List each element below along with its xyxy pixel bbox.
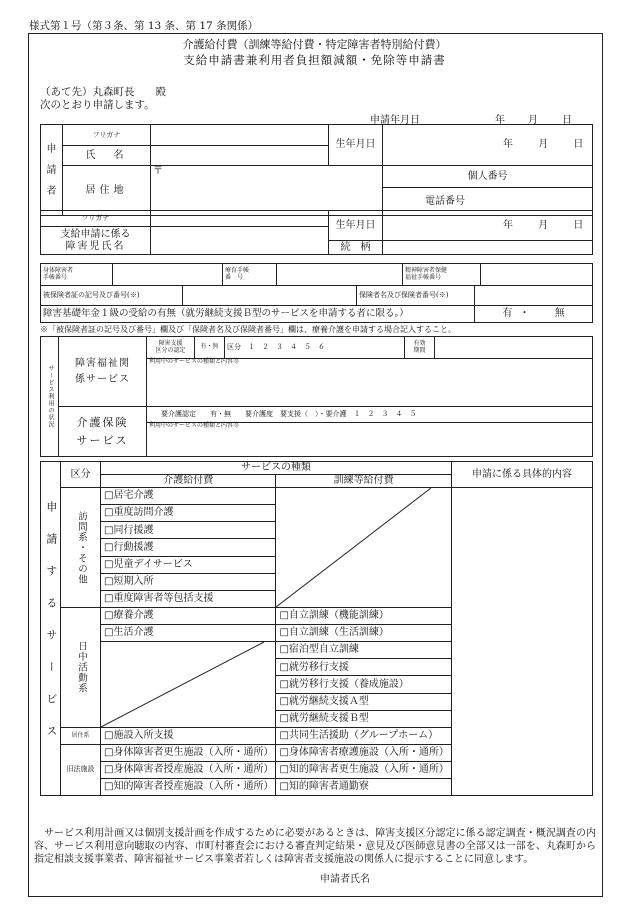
valid-line1: 有効 <box>413 339 426 347</box>
applicant-furigana-field[interactable] <box>151 125 329 146</box>
day-kaigo-service[interactable]: □療養介護 <box>101 608 276 625</box>
child-furigana-label: フリガナ <box>41 211 151 227</box>
side-char: 申 <box>46 143 57 155</box>
visit-service[interactable]: □重度障害者等包括支援 <box>101 590 276 607</box>
phys-line1: 身体障害者 <box>43 266 74 274</box>
day-kaigo-service[interactable]: □生活介護 <box>101 625 276 642</box>
care-current-label: 利用中のサービスの種類と内容等 <box>149 422 240 429</box>
kaigo-header: 介護給付費 <box>101 475 276 488</box>
insurance-table <box>40 285 593 323</box>
phys-line2: 手帳番号 <box>43 273 68 281</box>
applicant-address-label: 居住地 <box>63 166 151 216</box>
ryoiku-cert-field[interactable] <box>277 264 403 286</box>
care-cert-row[interactable]: 要介護認定 有・無 要介護度 要支援（ ）・要介護 １ ２ ３ ４ ５ <box>147 407 593 423</box>
physical-cert-field[interactable] <box>113 264 223 286</box>
child-birth-field[interactable] <box>383 211 593 241</box>
diagonal-line <box>101 642 264 727</box>
no-option[interactable]: 無 <box>554 308 565 320</box>
visit-kunren-blank <box>276 488 451 608</box>
cert-line1: 障害支援 <box>158 339 183 347</box>
welfare-current-label: 利用中のサービスの種類と内容等 <box>149 358 240 365</box>
live-kunren-service[interactable]: □共同生活援助（グループホーム） <box>276 728 451 745</box>
day-kunren-service[interactable]: □自立訓練（生活訓練） <box>276 625 451 642</box>
visit-category <box>61 488 101 608</box>
insurance-note: ※「被保険者証の記号及び番号」欄及び「保険者名及び保険者番号」欄は、療養介護を申請する場合記入すること。 <box>40 325 456 334</box>
yes-option[interactable]: 有 <box>502 308 513 320</box>
month-label: 月 <box>528 115 538 126</box>
applicant-name-field[interactable] <box>151 146 329 166</box>
usage-side-label: サービス利用の状況 <box>41 337 59 457</box>
applicant-name-label: 氏 名 <box>63 146 151 166</box>
live-kaigo-service[interactable]: □施設入所支援 <box>101 728 276 745</box>
day-kunren-service[interactable]: □就労移行支援 <box>276 659 451 676</box>
support-cert-umu[interactable]: 有・無 <box>195 337 225 359</box>
visit-category-text: 訪問系・その他 <box>75 510 87 585</box>
care-line: 介護保険サービス <box>76 415 129 447</box>
visit-service[interactable]: □行動援護 <box>101 539 276 556</box>
day-kaigo-blank <box>101 642 276 728</box>
mental-cert-label <box>403 264 481 286</box>
ryoiku-cert-label <box>223 264 277 286</box>
old-kaigo-service[interactable]: □身体障害者更生施設（入所・通所） <box>101 745 276 762</box>
child-name-label <box>41 227 151 255</box>
support-cert-label <box>147 337 195 359</box>
personal-number-label: 個人番号 <box>383 166 593 188</box>
child-label-line1: 支給申請に係る <box>60 229 131 240</box>
usage-table <box>40 336 593 457</box>
pension-yes-no[interactable] <box>475 306 593 323</box>
visit-service[interactable]: □同行援護 <box>101 522 276 539</box>
child-birth-label: 生年月日 <box>329 211 383 241</box>
welfare-service-label <box>59 337 147 407</box>
insured-number-field[interactable] <box>183 286 357 306</box>
form-number: 様式第１号（第３条、第 13 条、第 17 条関係） <box>29 20 259 32</box>
visit-service[interactable]: □短期入所 <box>101 573 276 590</box>
kubun-header: 区分 <box>61 462 101 488</box>
child-label-line2: 障害児氏名 <box>65 240 126 252</box>
service-table <box>40 461 593 796</box>
care-current-field[interactable] <box>147 423 593 457</box>
child-table <box>40 210 593 255</box>
applicant-side-label <box>41 125 63 216</box>
day-kunren-service[interactable]: □就労継続支援Ｂ型 <box>276 710 451 727</box>
old-kaigo-service[interactable]: □知的障害者授産施設（入所・通所） <box>101 779 276 796</box>
day-label: 日 <box>573 219 584 231</box>
applicant-table <box>40 124 593 216</box>
month-label: 月 <box>538 139 549 151</box>
old-kaigo-service[interactable]: □身体障害者授産施設（入所・通所） <box>101 762 276 779</box>
insurer-number-label: 保険者名及び保険者番号(※) <box>357 286 475 306</box>
diagonal-line <box>276 488 431 607</box>
kinds-header: サービスの種類 <box>101 462 452 475</box>
mental-cert-field[interactable] <box>481 264 593 286</box>
day-label: 日 <box>573 139 584 151</box>
kunren-header: 訓練等給付費 <box>276 475 451 488</box>
visit-service[interactable]: □重度訪問介護 <box>101 505 276 522</box>
year-label: 年 <box>503 139 513 151</box>
visit-service[interactable]: □児童デイサービス <box>101 556 276 573</box>
physical-cert-label <box>41 264 113 286</box>
side-char: 者 <box>46 185 57 197</box>
year-label: 年 <box>495 115 505 126</box>
welfare-line: 障害福祉関係サービス <box>75 357 130 385</box>
care-service-label <box>59 407 147 457</box>
mental-line1: 精神障害者保健 <box>405 266 448 274</box>
ryo-line1: 療育手帳 <box>225 266 250 274</box>
relation-label: 続 柄 <box>329 241 383 255</box>
old-category-text: 旧法施設 <box>66 765 95 774</box>
live-category: 居住系 <box>61 728 101 745</box>
insured-number-label: 被保険者証の記号及び番号(※) <box>41 286 183 306</box>
consent-text: サービス利用計画又は個別支援計画を作成するために必要があるときは、障害支援区分認定に係る認定調査・概況調査の内容、サービス利用意向聴取の内容、市町村審査会における審査判定結果・意見及び医師意見書の全部又は一部を、丸森町から指定相談支援事業者、障害福祉サービス事業者若しくは障害者支援施設の関係人に提示することに同意します。 <box>34 828 596 865</box>
title-line2: 支給申請書兼利用者負担額減額・免除等申請書 <box>183 53 446 67</box>
old-kunren-service[interactable]: □知的障害者通勤寮 <box>276 779 451 796</box>
certificate-table <box>40 263 593 286</box>
day-label: 日 <box>562 115 572 126</box>
detail-header: 申請に係る具体的内容 <box>451 462 592 488</box>
applicant-birth-label: 生年月日 <box>329 125 383 166</box>
relation-field[interactable] <box>383 241 593 255</box>
day-kunren-service[interactable]: □宿泊型自立訓練 <box>276 642 451 659</box>
day-kunren-service[interactable]: □就労継続支援Ａ型 <box>276 693 451 710</box>
valid-period-field[interactable] <box>435 337 593 359</box>
day-category-text: 日中活動系 <box>75 641 87 694</box>
form-title <box>28 36 601 68</box>
option-sep: ・ <box>519 308 530 320</box>
valid-period-label <box>405 337 435 359</box>
side-char: 請 <box>46 164 57 176</box>
pension-label: 障害基礎年金１級の受給の有無（就労継続支援Ｂ型のサービスを申請する者に限る。） <box>41 306 475 323</box>
child-name-field[interactable] <box>151 227 329 255</box>
day-category <box>61 608 101 728</box>
old-kunren-service[interactable]: □身体障害者療護施設（入所・通所） <box>276 745 451 762</box>
month-label: 月 <box>538 219 549 231</box>
signer-label: 申請者氏名 <box>320 874 370 885</box>
old-kunren-service[interactable]: □知的障害者更生施設（入所・通所） <box>276 762 451 779</box>
cert-line2: 区分の認定 <box>155 346 186 354</box>
child-furigana-field[interactable] <box>151 211 329 227</box>
insurer-number-field[interactable] <box>475 286 593 306</box>
support-kubun[interactable]: 区分 １ ２ ３ ４ ５ ６ <box>225 337 405 359</box>
welfare-current-field[interactable] <box>147 359 593 407</box>
applicant-birth-field[interactable] <box>383 125 593 166</box>
intro-text: 次のとおり申請します。 <box>40 99 155 111</box>
day-kunren-service[interactable]: □自立訓練（機能訓練） <box>276 608 451 625</box>
old-category <box>61 745 101 796</box>
addressee: （あて先）丸森町長 殿 <box>40 86 166 98</box>
ryo-line2: 番 号 <box>225 273 244 281</box>
postal-mark: 〒 <box>153 166 163 177</box>
year-label: 年 <box>503 219 513 231</box>
valid-line2: 期間 <box>413 346 426 354</box>
service-side-text: 申請するサービス <box>44 500 58 757</box>
phone-label: 電話番号 <box>425 195 465 207</box>
mental-line2: 福祉手帳番号 <box>405 273 442 281</box>
detail-field[interactable] <box>451 488 592 796</box>
title-line1: 介護給付費（訓練等給付費・特定障害者特別給付費） <box>182 38 447 51</box>
applicant-address-field[interactable] <box>151 166 383 216</box>
day-kunren-service[interactable]: □就労移行支援（養成施設） <box>276 676 451 693</box>
service-side-label <box>41 462 61 796</box>
application-date-label: 申請年月日 <box>370 115 420 126</box>
applicant-furigana-label: フリガナ <box>63 125 151 146</box>
visit-service[interactable]: □居宅介護 <box>101 488 276 505</box>
